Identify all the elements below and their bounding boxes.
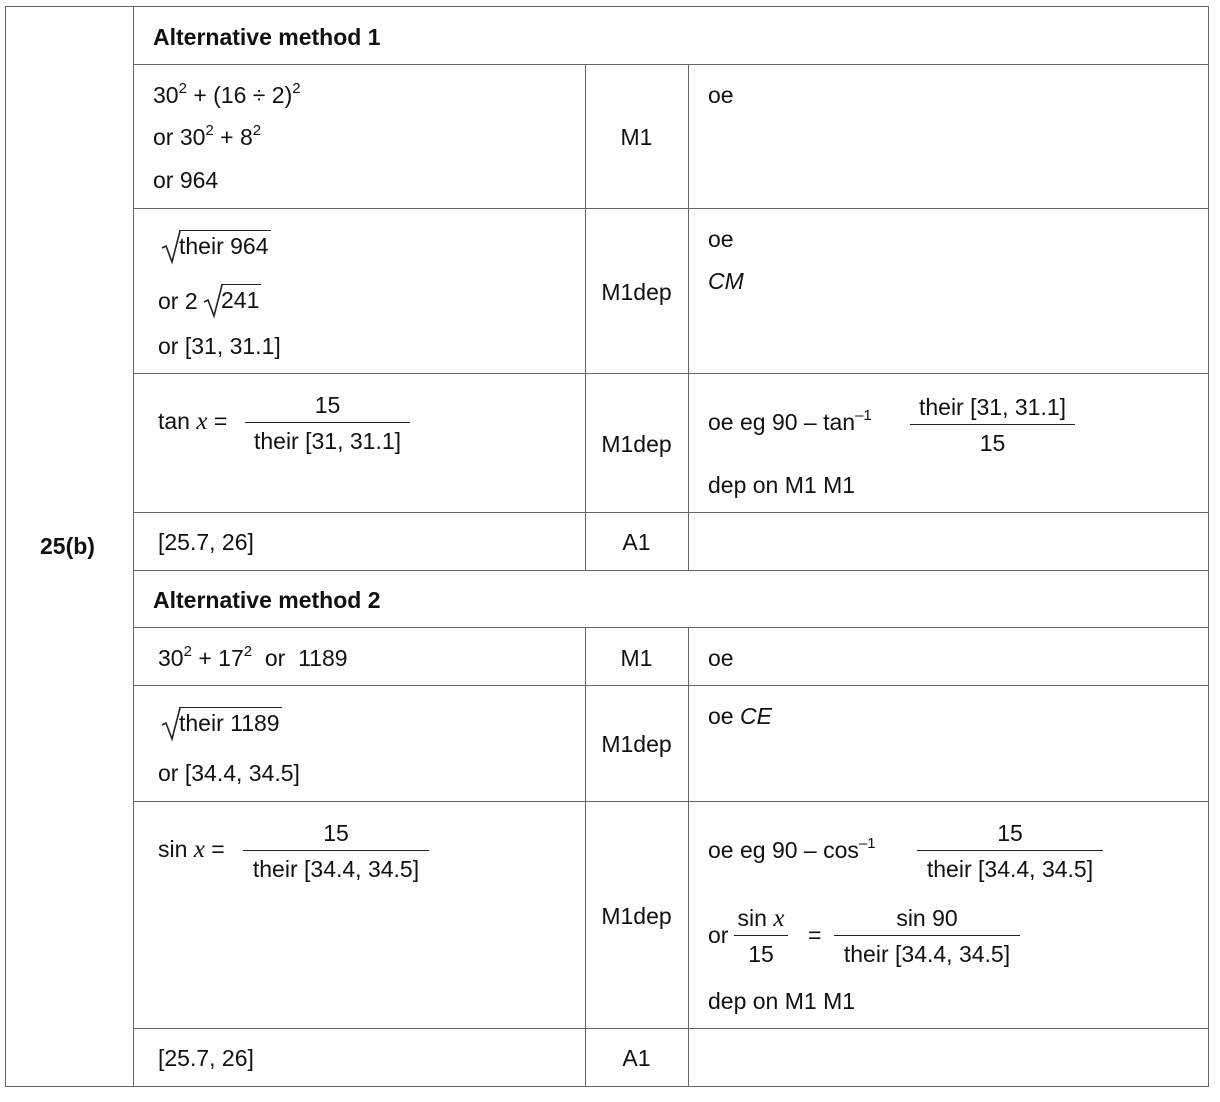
- m1-row2-working-line2: or 2: [158, 288, 198, 314]
- m2-row1-mark: M1: [620, 645, 653, 671]
- m1-row2-sqrt-241: 241: [203, 284, 273, 318]
- fraction-bar: [734, 935, 788, 936]
- m2-row3-comment-fraction2: sin x 15: [734, 903, 788, 973]
- method1-heading: Alternative method 1: [153, 24, 381, 50]
- m1-row2-mark: M1dep: [601, 279, 672, 305]
- radical-sign-icon: [161, 230, 181, 264]
- question-number: 25(b): [40, 533, 95, 559]
- m1-row4-answer: [25.7, 26]: [158, 529, 254, 555]
- m2-row3-comment-fraction1: 15 their [34.4, 34.5]: [917, 818, 1103, 888]
- border-left: [5, 6, 6, 1086]
- radical-sign-icon: [161, 707, 181, 741]
- m1-row3-mark: M1dep: [601, 431, 672, 457]
- m2-row3-comment-fraction3: sin 90 their [34.4, 34.5]: [834, 903, 1020, 973]
- m2-row2-mark: M1dep: [601, 731, 672, 757]
- m2-row3-mark: M1dep: [601, 903, 672, 929]
- m2-row2-comment: oe CE: [708, 703, 772, 729]
- row-divider: [133, 570, 1208, 571]
- m1-row2-sqrt-their-964: their 964: [161, 230, 281, 264]
- m2-row2-sqrt-their-1189: their 1189: [161, 707, 291, 741]
- m2-row3-comment-dep: dep on M1 M1: [708, 988, 856, 1014]
- m1-row1-working-line2: or $30^2 + 8^2$: [153, 122, 262, 150]
- m1-row1-comment: oe: [708, 82, 734, 108]
- m1-row3-comment-fraction: their [31, 31.1] 15: [910, 392, 1075, 462]
- border-right: [1208, 6, 1209, 1086]
- row-divider: [133, 685, 1208, 686]
- question-column-divider: [133, 6, 134, 1086]
- row-divider: [133, 1028, 1208, 1029]
- m1-row2-comment-oe: oe: [708, 226, 734, 252]
- m1-row2-comment-cm: CM: [708, 268, 744, 294]
- m1-row1-working-line3: or 964: [153, 167, 219, 193]
- row-divider: [133, 208, 1208, 209]
- mark-column-divider: [585, 627, 586, 1086]
- border-top: [5, 6, 1209, 7]
- m2-row1-working: $30^2 + 17^2$ or 1189: [158, 643, 348, 671]
- method2-heading: Alternative method 2: [153, 587, 381, 613]
- m2-row2-working-line2: or [34.4, 34.5]: [158, 760, 300, 786]
- m2-row3-comment-equals: =: [808, 922, 822, 948]
- border-bottom: [5, 1086, 1209, 1087]
- m2-row3-comment-expr: oe eg $90 - \cos^{-1}$: [708, 835, 876, 863]
- comment-column-divider: [688, 627, 689, 1086]
- m2-row3-fraction: 15 their [34.4, 34.5]: [243, 818, 429, 888]
- row-divider: [133, 801, 1208, 802]
- m2-row4-answer: [25.7, 26]: [158, 1045, 254, 1071]
- m2-row4-mark: A1: [622, 1045, 651, 1071]
- fraction-bar: [910, 424, 1075, 425]
- m1-row1-working-line1: $30^2 + (16 \div 2)^2$: [153, 80, 301, 108]
- row-divider: [133, 373, 1208, 374]
- m1-row2-working-line3: or [31, 31.1]: [158, 333, 281, 359]
- row-divider: [133, 512, 1208, 513]
- radical-sign-icon: [203, 284, 223, 318]
- m2-row3-lhs: sin x =: [158, 836, 225, 863]
- m2-row3-comment-or: or: [708, 922, 729, 948]
- comment-column-divider: [688, 64, 689, 570]
- row-divider: [133, 627, 1208, 628]
- fraction-bar: [243, 850, 429, 851]
- m1-row1-mark: M1: [620, 124, 653, 150]
- m2-row1-comment: oe: [708, 645, 734, 671]
- m1-row3-fraction: 15 their [31, 31.1]: [245, 390, 410, 460]
- m1-row3-comment-expr: oe eg $90 - \tan^{-1}$: [708, 407, 872, 435]
- m1-row3-lhs: tan x =: [158, 408, 228, 435]
- m1-row4-mark: A1: [622, 529, 651, 555]
- m1-row3-comment-dep: dep on M1 M1: [708, 472, 856, 498]
- fraction-bar: [917, 850, 1103, 851]
- fraction-bar: [245, 422, 410, 423]
- fraction-bar: [834, 935, 1020, 936]
- row-divider: [133, 64, 1208, 65]
